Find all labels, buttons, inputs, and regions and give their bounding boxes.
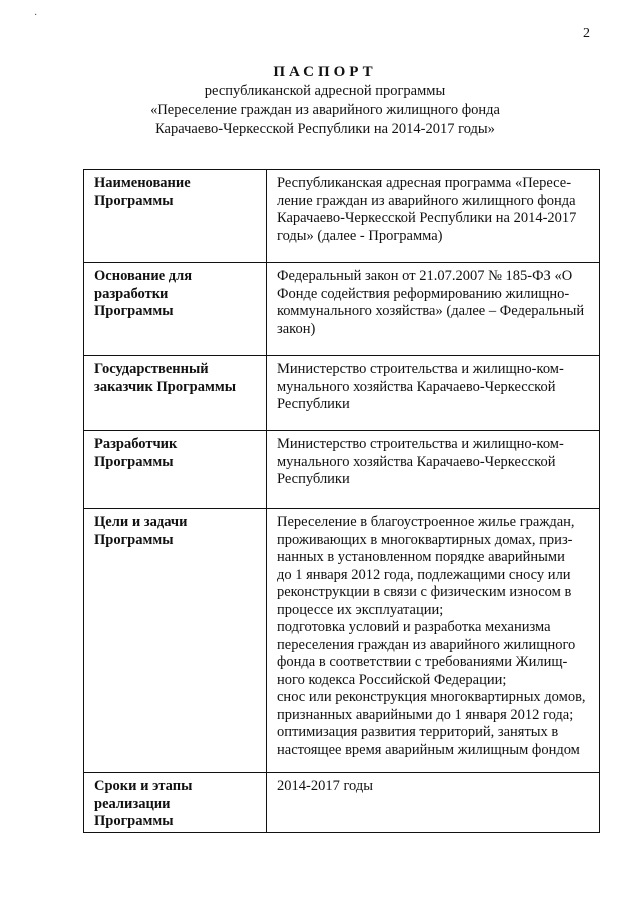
heading-line-3: Карачаево-Черкесской Республики на 2014-2017 годы» bbox=[155, 121, 495, 137]
row-value: Республиканская адресная программа «Пересе- ление граждан из аварийного жилищного фонда Карачаево-Черкесской Республики на 2014-2017 годы» (далее - Программа) bbox=[267, 170, 600, 263]
table-row bbox=[84, 509, 600, 773]
row-label: Государственный заказчик Программы bbox=[84, 356, 267, 431]
passport-table bbox=[83, 169, 600, 833]
row-value: 2014-2017 годы bbox=[267, 773, 600, 833]
row-label: Основание для разработки Программы bbox=[84, 263, 267, 356]
row-label: Цели и задачи Программы bbox=[84, 509, 267, 773]
page-number: 2 bbox=[583, 26, 590, 41]
row-label: Наименование Программы bbox=[84, 170, 267, 263]
table-row bbox=[84, 356, 600, 431]
row-value: Федеральный закон от 21.07.2007 № 185-ФЗ «О Фонде содействия реформированию жилищно- коммунального хозяйства» (далее – Федеральный закон) bbox=[267, 263, 600, 356]
row-label: Сроки и этапы реализации Программы bbox=[84, 773, 267, 833]
corner-mark: · bbox=[34, 10, 38, 21]
row-label: Разработчик Программы bbox=[84, 431, 267, 509]
heading-line-2: «Переселение граждан из аварийного жилищного фонда bbox=[150, 102, 500, 118]
document-heading bbox=[90, 63, 560, 139]
table-row bbox=[84, 263, 600, 356]
document-title: ПАСПОРТ bbox=[273, 64, 377, 80]
table-row bbox=[84, 773, 600, 833]
heading-line-1: республиканской адресной программы bbox=[204, 83, 446, 99]
row-value: Министерство строительства и жилищно-ком- мунального хозяйства Карачаево-Черкесской Республики bbox=[267, 431, 600, 509]
row-value: Переселение в благоустроенное жилье граждан, проживающих в многоквартирных домах, приз- нанных в установленном порядке аварийными до 1 января 2012 года, подлежащими сносу или реконструкции в связи с физическим износом в процессе их эксплуатации; подготовка условий и разработка механизма переселения граждан из аварийного жилищного фонда в соответствии с требованиями Жилищ- ного кодекса Российской Федерации; снос или реконструкция многоквартирных домов, признанных аварийными до 1 января 2012 года; оптимизация развития территорий, занятых в настоящее время аварийным жилищным фондом bbox=[267, 509, 600, 773]
row-value: Министерство строительства и жилищно-ком- мунального хозяйства Карачаево-Черкесской Республики bbox=[267, 356, 600, 431]
table-row bbox=[84, 431, 600, 509]
table-row bbox=[84, 170, 600, 263]
